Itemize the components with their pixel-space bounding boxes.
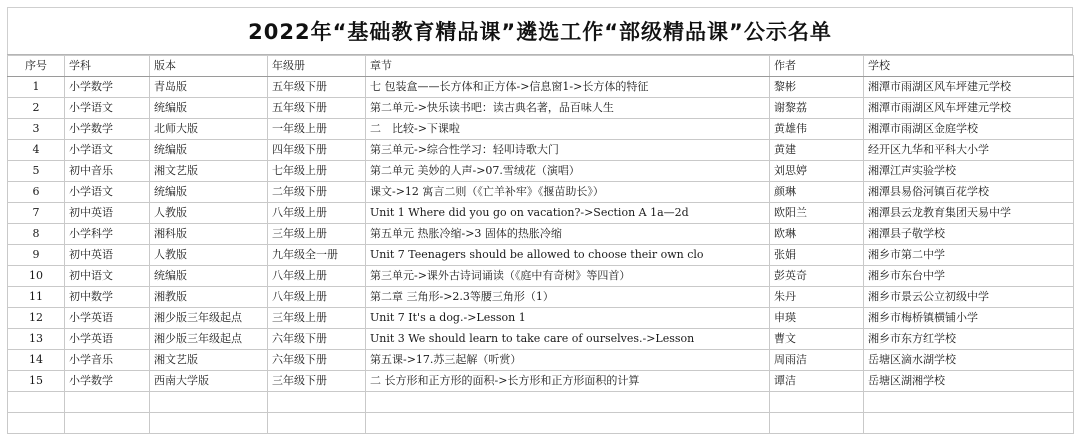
table-row — [8, 245, 1074, 266]
empty-cell[interactable] — [268, 392, 366, 413]
header-cell-edition[interactable]: 版本 — [150, 56, 268, 77]
cell-edition[interactable]: 湘文艺版 — [150, 161, 268, 182]
cell-author[interactable]: 申瑛 — [770, 308, 864, 329]
table-row — [8, 308, 1074, 329]
empty-cell[interactable] — [8, 392, 65, 413]
cell-index[interactable]: 8 — [8, 224, 65, 245]
cell-edition[interactable]: 湘科版 — [150, 224, 268, 245]
empty-cell[interactable] — [864, 413, 1074, 434]
header-cell-school[interactable]: 学校 — [864, 56, 1074, 77]
cell-grade[interactable]: 六年级下册 — [268, 329, 366, 350]
cell-school[interactable]: 湘乡市东方红学校 — [864, 329, 1074, 350]
cell-school[interactable]: 湘潭江声实验学校 — [864, 161, 1074, 182]
cell-grade[interactable]: 三年级下册 — [268, 371, 366, 392]
cell-author[interactable]: 欧琳 — [770, 224, 864, 245]
cell-edition[interactable]: 人教版 — [150, 203, 268, 224]
cell-author[interactable]: 黄雄伟 — [770, 119, 864, 140]
cell-grade[interactable]: 一年级上册 — [268, 119, 366, 140]
cell-grade[interactable]: 五年级下册 — [268, 77, 366, 98]
table-row — [8, 371, 1074, 392]
cell-chapter[interactable]: 第二单元 美妙的人声->07.雪绒花（演唱） — [366, 161, 770, 182]
cell-grade[interactable]: 三年级上册 — [268, 308, 366, 329]
cell-index[interactable]: 2 — [8, 98, 65, 119]
cell-subject[interactable]: 小学语文 — [65, 140, 150, 161]
cell-index[interactable]: 12 — [8, 308, 65, 329]
cell-index[interactable]: 9 — [8, 245, 65, 266]
cell-author[interactable]: 朱丹 — [770, 287, 864, 308]
table-row — [8, 77, 1074, 98]
cell-author[interactable]: 周雨洁 — [770, 350, 864, 371]
cell-chapter[interactable]: 第二章 三角形->2.3等腰三角形（1） — [366, 287, 770, 308]
cell-subject[interactable]: 初中语文 — [65, 266, 150, 287]
cell-author[interactable]: 欧阳兰 — [770, 203, 864, 224]
empty-cell[interactable] — [65, 413, 150, 434]
cell-school[interactable]: 湘潭县易俗河镇百花学校 — [864, 182, 1074, 203]
table-row — [8, 329, 1074, 350]
cell-grade[interactable]: 二年级下册 — [268, 182, 366, 203]
cell-chapter[interactable]: 第三单元->课外古诗词诵读（《庭中有奇树》等四首） — [366, 266, 770, 287]
table-row — [8, 203, 1074, 224]
cell-author[interactable]: 谢黎荔 — [770, 98, 864, 119]
cell-author[interactable]: 谭洁 — [770, 371, 864, 392]
empty-cell[interactable] — [268, 413, 366, 434]
cell-chapter[interactable]: 七 包装盒——长方体和正方体->信息窗1->长方体的特征 — [366, 77, 770, 98]
cell-chapter[interactable]: 第五课->17.苏三起解（听赏） — [366, 350, 770, 371]
cell-index[interactable]: 11 — [8, 287, 65, 308]
header-cell-chapter[interactable]: 章节 — [366, 56, 770, 77]
cell-chapter[interactable]: Unit 3 We should learn to take care of ourselves.->Lesson — [366, 329, 770, 350]
empty-cell[interactable] — [65, 392, 150, 413]
cell-chapter[interactable]: 课文->12 寓言二则（《亡羊补牢》《揠苗助长》） — [366, 182, 770, 203]
cell-school[interactable]: 湘乡市景云公立初级中学 — [864, 287, 1074, 308]
cell-edition[interactable]: 统编版 — [150, 140, 268, 161]
cell-author[interactable]: 彭英奇 — [770, 266, 864, 287]
empty-cell[interactable] — [8, 413, 65, 434]
empty-row — [8, 392, 1074, 413]
title-border-right — [1072, 7, 1073, 55]
cell-school[interactable]: 湘潭市雨湖区风车坪建元学校 — [864, 98, 1074, 119]
cell-subject[interactable]: 小学语文 — [65, 98, 150, 119]
cell-grade[interactable]: 九年级全一册 — [268, 245, 366, 266]
cell-edition[interactable]: 湘教版 — [150, 287, 268, 308]
cell-edition[interactable]: 湘少版三年级起点 — [150, 308, 268, 329]
cell-school[interactable]: 湘潭市雨湖区金庭学校 — [864, 119, 1074, 140]
cell-grade[interactable]: 三年级上册 — [268, 224, 366, 245]
cell-subject[interactable]: 初中数学 — [65, 287, 150, 308]
roster-table — [7, 55, 1074, 434]
cell-chapter[interactable]: Unit 7 It's a dog.->Lesson 1 — [366, 308, 770, 329]
cell-index[interactable]: 1 — [8, 77, 65, 98]
header-cell-grade[interactable]: 年级册 — [268, 56, 366, 77]
cell-author[interactable]: 颜琳 — [770, 182, 864, 203]
cell-chapter[interactable]: 二 比较->下课啦 — [366, 119, 770, 140]
empty-cell[interactable] — [864, 392, 1074, 413]
cell-index[interactable]: 14 — [8, 350, 65, 371]
table-row — [8, 350, 1074, 371]
cell-grade[interactable]: 八年级上册 — [268, 203, 366, 224]
cell-chapter[interactable]: 第二单元->快乐读书吧：读古典名著，品百味人生 — [366, 98, 770, 119]
cell-grade[interactable]: 八年级上册 — [268, 287, 366, 308]
cell-school[interactable]: 湘乡市第二中学 — [864, 245, 1074, 266]
table-body — [8, 77, 1074, 434]
empty-row — [8, 413, 1074, 434]
table-row — [8, 287, 1074, 308]
cell-chapter[interactable]: 二 长方形和正方形的面积->长方形和正方形面积的计算 — [366, 371, 770, 392]
cell-edition[interactable]: 统编版 — [150, 182, 268, 203]
cell-index[interactable]: 4 — [8, 140, 65, 161]
cell-edition[interactable]: 西南大学版 — [150, 371, 268, 392]
cell-school[interactable]: 湘乡市梅桥镇横铺小学 — [864, 308, 1074, 329]
cell-index[interactable]: 6 — [8, 182, 65, 203]
cell-subject[interactable]: 小学语文 — [65, 182, 150, 203]
table-row — [8, 182, 1074, 203]
header-cell-subject[interactable]: 学科 — [65, 56, 150, 77]
table-header-row — [8, 56, 1074, 77]
cell-school[interactable]: 湘潭市雨湖区风车坪建元学校 — [864, 77, 1074, 98]
cell-subject[interactable]: 小学数学 — [65, 119, 150, 140]
empty-cell[interactable] — [770, 413, 864, 434]
cell-school[interactable]: 湘潭县云龙教育集团天易中学 — [864, 203, 1074, 224]
cell-index[interactable]: 3 — [8, 119, 65, 140]
empty-cell[interactable] — [366, 413, 770, 434]
cell-edition[interactable]: 北师大版 — [150, 119, 268, 140]
cell-index[interactable]: 13 — [8, 329, 65, 350]
cell-subject[interactable]: 初中音乐 — [65, 161, 150, 182]
cell-school[interactable]: 岳塘区湖湘学校 — [864, 371, 1074, 392]
cell-author[interactable]: 黎彬 — [770, 77, 864, 98]
cell-subject[interactable]: 初中英语 — [65, 203, 150, 224]
cell-grade[interactable]: 五年级下册 — [268, 98, 366, 119]
cell-edition[interactable]: 湘文艺版 — [150, 350, 268, 371]
cell-author[interactable]: 刘思婷 — [770, 161, 864, 182]
cell-edition[interactable]: 人教版 — [150, 245, 268, 266]
cell-index[interactable]: 7 — [8, 203, 65, 224]
header-cell-author[interactable]: 作者 — [770, 56, 864, 77]
table-row — [8, 140, 1074, 161]
cell-author[interactable]: 黄建 — [770, 140, 864, 161]
cell-subject[interactable]: 小学数学 — [65, 77, 150, 98]
cell-grade[interactable]: 八年级上册 — [268, 266, 366, 287]
cell-school[interactable]: 岳塘区滴水湖学校 — [864, 350, 1074, 371]
empty-cell[interactable] — [150, 392, 268, 413]
cell-subject[interactable]: 小学数学 — [65, 371, 150, 392]
empty-cell[interactable] — [150, 413, 268, 434]
cell-chapter[interactable]: 第三单元->综合性学习：轻叩诗歌大门 — [366, 140, 770, 161]
cell-subject[interactable]: 小学音乐 — [65, 350, 150, 371]
cell-chapter[interactable]: 第五单元 热胀冷缩->3 固体的热胀冷缩 — [366, 224, 770, 245]
cell-index[interactable]: 5 — [8, 161, 65, 182]
cell-edition[interactable]: 湘少版三年级起点 — [150, 329, 268, 350]
table-row — [8, 98, 1074, 119]
cell-grade[interactable]: 七年级上册 — [268, 161, 366, 182]
cell-author[interactable]: 曹文 — [770, 329, 864, 350]
table-row — [8, 266, 1074, 287]
cell-school[interactable]: 湘乡市东台中学 — [864, 266, 1074, 287]
page-title[interactable]: 2022年“基础教育精品课”遴选工作“部级精品课”公示名单 — [248, 20, 832, 44]
cell-subject[interactable]: 小学科学 — [65, 224, 150, 245]
cell-subject[interactable]: 初中英语 — [65, 245, 150, 266]
cell-subject[interactable]: 小学英语 — [65, 329, 150, 350]
cell-edition[interactable]: 统编版 — [150, 266, 268, 287]
header-cell-index[interactable]: 序号 — [8, 56, 65, 77]
cell-grade[interactable]: 四年级下册 — [268, 140, 366, 161]
table-row — [8, 161, 1074, 182]
cell-subject[interactable]: 小学英语 — [65, 308, 150, 329]
cell-index[interactable]: 10 — [8, 266, 65, 287]
cell-index[interactable]: 15 — [8, 371, 65, 392]
cell-author[interactable]: 张娟 — [770, 245, 864, 266]
cell-school[interactable]: 经开区九华和平科大小学 — [864, 140, 1074, 161]
cell-school[interactable]: 湘潭县子敬学校 — [864, 224, 1074, 245]
empty-cell[interactable] — [770, 392, 864, 413]
cell-grade[interactable]: 六年级下册 — [268, 350, 366, 371]
cell-chapter[interactable]: Unit 7 Teenagers should be allowed to choose their own clo — [366, 245, 770, 266]
table-row — [8, 224, 1074, 245]
cell-edition[interactable]: 统编版 — [150, 98, 268, 119]
table-row — [8, 119, 1074, 140]
empty-cell[interactable] — [366, 392, 770, 413]
cell-edition[interactable]: 青岛版 — [150, 77, 268, 98]
cell-chapter[interactable]: Unit 1 Where did you go on vacation?->Section A 1a—2d — [366, 203, 770, 224]
